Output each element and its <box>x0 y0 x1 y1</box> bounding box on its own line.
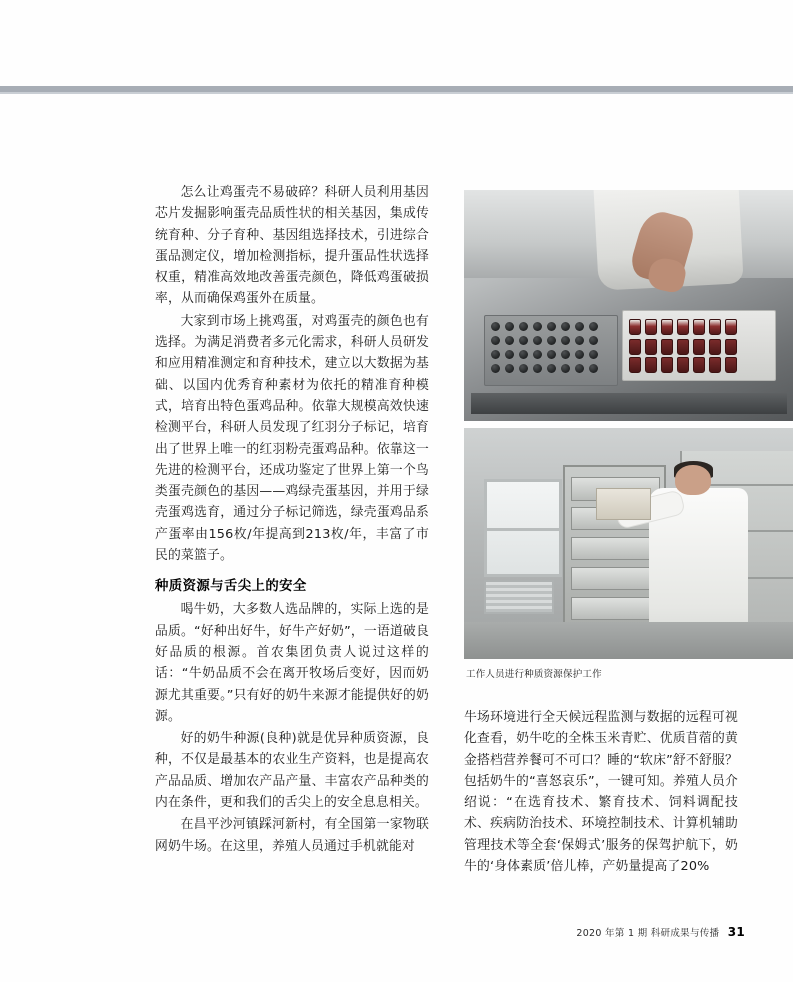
right-text-column <box>464 707 738 877</box>
bench-edge <box>471 393 788 414</box>
lab-bench-sample-trays-photo <box>464 190 793 421</box>
section-heading: 种质资源与舌尖上的安全 <box>155 579 307 595</box>
floor-shape <box>464 622 793 659</box>
page-number: 31 <box>727 925 745 939</box>
body-paragraph: 好的奶牛种源(良种)就是优异种质资源，良种，不仅是最基本的农业生产资料，也是提高农产品品质、增加农产品产量、丰富农产品种类的内在条件，更和我们的舌尖上的安全息息相关。 <box>155 731 429 811</box>
vent-shape <box>484 580 554 614</box>
vial-rack <box>622 310 776 381</box>
window-shape <box>484 479 563 577</box>
body-paragraph: 在昌平沙河镇踩河新村，有全国第一家物联网奶牛场。在这里，养殖人员通过手机就能对 <box>155 817 429 854</box>
sample-box <box>596 488 651 520</box>
sample-tray <box>484 315 618 386</box>
photo-caption: 工作人员进行种质资源保护工作 <box>466 669 602 680</box>
body-paragraph: 大家到市场上挑鸡蛋，对鸡蛋壳的颜色也有选择。为满足消费者多元化需求，科研人员研发和应用精准测定和育种技术，建立以大数据为基础、以国内优秀育种素材为依托的精准育种模式，培育出特色蛋鸡品种。依靠大规模高效快速检测平台，科研人员发现了红羽分子标记，培育出了世界上唯一的红羽粉壳蛋鸡品种。依靠这一先进的检测平台，还成功鉴定了世界上第一个鸟类蛋壳颜色的基因——鸡绿壳蛋基因，并用于绿壳蛋鸡选育，通过分子标记筛选，绿壳蛋鸡品系产蛋率由156枚/年提高到213枚/年，丰富了市民的菜篮子。 <box>155 313 429 564</box>
issue-label: 2020 年第 1 期 科研成果与传播 <box>576 928 720 939</box>
page-footer <box>576 925 745 939</box>
left-text-column <box>155 182 429 858</box>
body-paragraph: 喝牛奶，大多数人选品牌的，实际上选的是品质。“好种出好牛，好牛产好奶”，一语道破良好品质的根源。首农集团负责人说过这样的话：“牛奶品质不会在离开牧场后变好，因而奶源尤其重要。”只有好的奶牛来源才能提供好的奶源。 <box>155 602 429 724</box>
header-rule-thin <box>0 92 793 94</box>
researcher-head <box>675 465 711 495</box>
body-paragraph: 怎么让鸡蛋壳不易破碎？科研人员利用基因芯片发掘影响蛋壳品质性状的相关基因，集成传统育种、分子育种、基因组选择技术，引进综合蛋品测定仪，增加检测指标，提升蛋品性状选择权重，精准高效地改善蛋壳颜色，降低鸡蛋破损率，从而确保鸡蛋外在质量。 <box>155 185 429 307</box>
body-paragraph: 牛场环境进行全天候远程监测与数据的远程可视化查看，奶牛吃的全株玉米青贮、优质苜蓿的黄金搭档营养餐可不可口？睡的“软床”舒不舒服？包括奶牛的“喜怒哀乐”，一键可知。养殖人员介绍说：“在选育技术、繁育技术、饲料调配技术、疾病防治技术、环境控制技术、计算机辅助管理技术等全套‘保姆式’服务的保驾护航下，奶牛的‘身体素质’倍儿棒，产奶量提高了20% <box>464 710 738 875</box>
researcher-germplasm-storage-photo <box>464 428 793 659</box>
